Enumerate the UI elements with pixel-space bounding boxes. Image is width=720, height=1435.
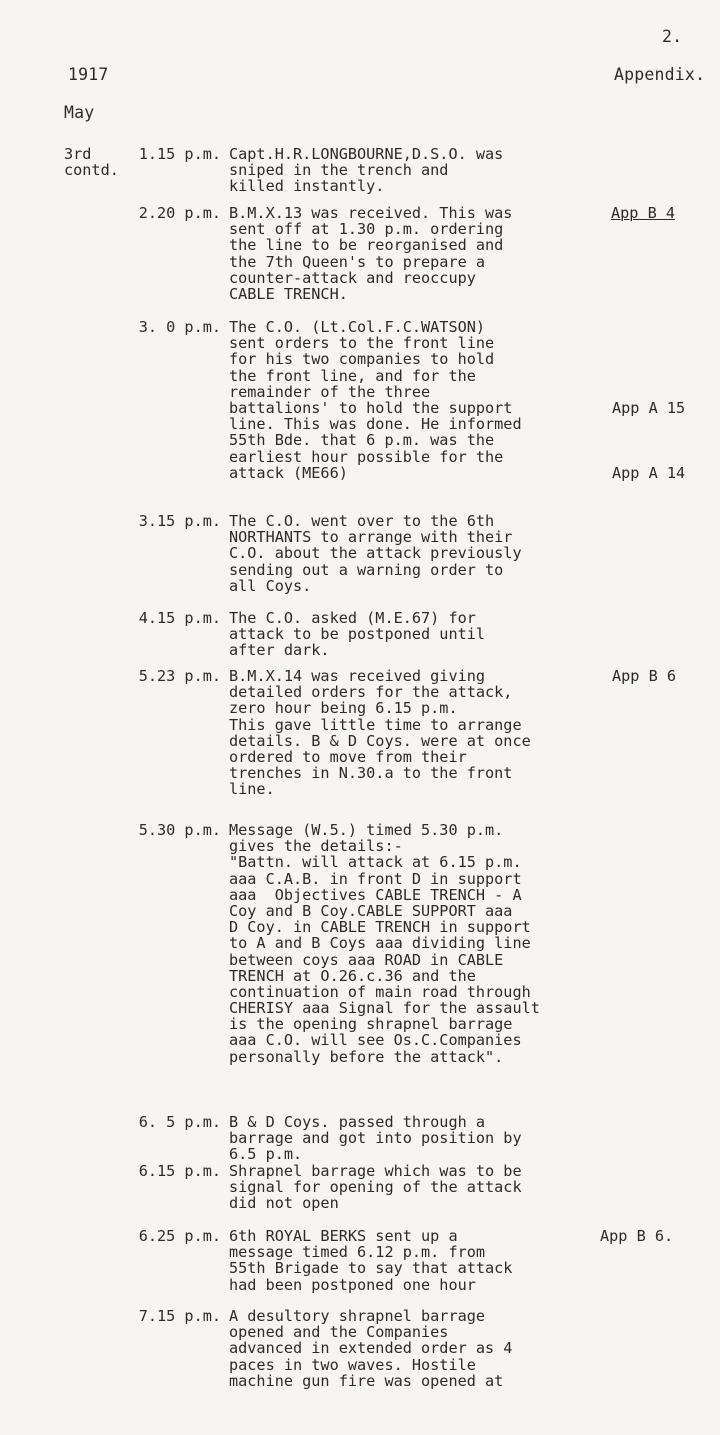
- entry-text-line: the line to be reorganised and: [229, 236, 504, 255]
- entry-text-line: all Coys.: [229, 576, 312, 595]
- diary-entry: [0, 1308, 720, 1389]
- entry-text-line: barrage and got into position by: [229, 1129, 522, 1148]
- entry-text-line: after dark.: [229, 641, 330, 660]
- entry-text-line: had been postponed one hour: [229, 1275, 476, 1294]
- entry-text-line: did not open: [229, 1194, 339, 1213]
- appendix-reference: App B 6.: [600, 1227, 674, 1245]
- diary-entry: [0, 668, 720, 798]
- entry-text-line: sent orders to the front line: [229, 334, 495, 353]
- entry-text-line: "Battn. will attack at 6.15 p.m.: [229, 853, 522, 872]
- entry-date-line: 3rd: [64, 145, 92, 163]
- entry-text-line: line. This was done. He informed: [229, 415, 522, 434]
- entry-time: 1.15 p.m.: [138, 145, 221, 163]
- entry-text: [229, 205, 619, 302]
- entry-time: 6. 5 p.m.: [138, 1113, 221, 1131]
- entry-text-line: is the opening shrapnel barrage: [229, 1015, 513, 1034]
- entry-text: [229, 1308, 619, 1389]
- entry-text-line: Message (W.5.) timed 5.30 p.m.: [229, 821, 504, 839]
- entry-text: [229, 1114, 619, 1163]
- entry-text: [229, 1163, 619, 1212]
- entry-text-line: NORTHANTS to arrange with their: [229, 528, 513, 547]
- entry-text-line: TRENCH at O.26.c.36 and the: [229, 966, 476, 985]
- entry-text-line: CABLE TRENCH.: [229, 284, 348, 303]
- month-heading: May: [64, 103, 95, 122]
- entry-text-line: between coys aaa ROAD in CABLE: [229, 950, 504, 969]
- entry-text-line: Capt.H.R.LONGBOURNE,D.S.O. was: [229, 145, 504, 163]
- entry-text-line: 6th ROYAL BERKS sent up a: [229, 1227, 458, 1245]
- entry-time: 3.15 p.m.: [138, 512, 221, 530]
- entry-text-line: gives the details:-: [229, 837, 403, 856]
- entry-text-line: 55th Brigade to say that attack: [229, 1259, 513, 1278]
- entry-text-line: machine gun fire was opened at: [229, 1371, 504, 1390]
- diary-entry: [0, 513, 720, 594]
- entry-text-line: 6.5 p.m.: [229, 1145, 303, 1164]
- entry-text-line: for his two companies to hold: [229, 350, 495, 369]
- entry-text-line: line.: [229, 780, 275, 799]
- entry-text: [229, 610, 619, 659]
- entry-text-line: the front line, and for the: [229, 366, 476, 385]
- entry-time: 2.20 p.m.: [138, 204, 221, 222]
- entry-text-line: attack (ME66): [229, 463, 348, 482]
- entry-text-line: trenches in N.30.a to the front: [229, 764, 513, 783]
- entry-time: 5.30 p.m.: [138, 821, 221, 839]
- entry-text-line: sending out a warning order to: [229, 560, 504, 579]
- entry-text-line: B.M.X.13 was received. This was: [229, 204, 513, 222]
- entry-text-line: The C.O. went over to the 6th: [229, 512, 495, 530]
- diary-entry: [0, 205, 720, 302]
- appendix-column-heading: Appendix.: [614, 65, 706, 84]
- entry-text-line: message timed 6.12 p.m. from: [229, 1243, 486, 1262]
- entry-text-line: advanced in extended order as 4: [229, 1339, 513, 1358]
- entry-time: 6.25 p.m.: [138, 1227, 221, 1245]
- entry-text-line: signal for opening of the attack: [229, 1178, 522, 1197]
- entry-text: [229, 1228, 619, 1293]
- appendix-reference: App B 6: [612, 667, 677, 685]
- diary-entry: [0, 1163, 720, 1212]
- entry-text: [229, 668, 619, 798]
- entry-text-line: details. B & D Coys. were at once: [229, 731, 531, 750]
- entry-text-line: aaa C.O. will see Os.C.Companies: [229, 1031, 522, 1050]
- entry-text-line: to A and B Coys aaa dividing line: [229, 934, 531, 953]
- entry-text-line: sent off at 1.30 p.m. ordering: [229, 220, 504, 239]
- diary-entry: [0, 146, 720, 195]
- diary-entry: [0, 1228, 720, 1293]
- entry-time: 6.15 p.m.: [138, 1162, 221, 1180]
- entry-text-line: personally before the attack".: [229, 1047, 504, 1066]
- entry-text-line: 55th Bde. that 6 p.m. was the: [229, 431, 495, 450]
- entry-text: [229, 822, 619, 1065]
- entry-text: [229, 146, 619, 195]
- entry-text-line: killed instantly.: [229, 177, 385, 196]
- entry-time: 7.15 p.m.: [138, 1307, 221, 1325]
- entry-text: [229, 513, 619, 594]
- entry-text-line: The C.O. asked (M.E.67) for: [229, 609, 476, 627]
- entry-text-line: paces in two waves. Hostile: [229, 1355, 476, 1374]
- entry-text-line: opened and the Companies: [229, 1323, 449, 1342]
- entry-text-line: D Coy. in CABLE TRENCH in support: [229, 918, 531, 937]
- entry-text-line: aaa Objectives CABLE TRENCH - A: [229, 885, 522, 904]
- entry-text-line: This gave little time to arrange: [229, 715, 522, 734]
- entry-text-line: Shrapnel barrage which was to be: [229, 1162, 522, 1180]
- diary-entry: [0, 822, 720, 1065]
- entry-text-line: zero hour being 6.15 p.m.: [229, 699, 458, 718]
- entry-text-line: C.O. about the attack previously: [229, 544, 522, 563]
- entry-text-line: counter-attack and reoccupy: [229, 268, 476, 287]
- diary-entry: [0, 1114, 720, 1163]
- appendix-reference: App A 14: [612, 463, 686, 482]
- entry-date-line: contd.: [64, 161, 119, 180]
- entry-text-line: CHERISY aaa Signal for the assault: [229, 999, 540, 1018]
- year-heading: 1917: [68, 65, 109, 84]
- diary-entry: [0, 319, 720, 481]
- entry-text-line: B & D Coys. passed through a: [229, 1113, 486, 1131]
- entry-text-line: detailed orders for the attack,: [229, 683, 513, 702]
- entry-text-line: attack to be postponed until: [229, 625, 486, 644]
- entry-time: 4.15 p.m.: [138, 609, 221, 627]
- entry-text-line: A desultory shrapnel barrage: [229, 1307, 486, 1325]
- entry-text-line: continuation of main road through: [229, 982, 531, 1001]
- entry-text-line: aaa C.A.B. in front D in support: [229, 869, 522, 888]
- entry-time: 3. 0 p.m.: [138, 318, 221, 336]
- entry-text-line: ordered to move from their: [229, 747, 467, 766]
- page-number: 2.: [662, 27, 683, 46]
- entry-text-line: B.M.X.14 was received giving: [229, 667, 486, 685]
- diary-entry: [0, 610, 720, 659]
- entry-text-line: battalions' to hold the support: [229, 398, 513, 417]
- entry-text-line: Coy and B Coy.CABLE SUPPORT aaa: [229, 901, 513, 920]
- entry-text-line: earliest hour possible for the: [229, 447, 504, 466]
- entry-text-line: sniped in the trench and: [229, 161, 449, 180]
- entry-text-line: remainder of the three: [229, 382, 431, 401]
- appendix-reference: App B 4: [611, 204, 676, 222]
- entry-text: [229, 319, 619, 481]
- appendix-reference: App A 15: [612, 399, 686, 417]
- entry-text-line: the 7th Queen's to prepare a: [229, 252, 486, 271]
- entry-time: 5.23 p.m.: [138, 667, 221, 685]
- entry-text-line: The C.O. (Lt.Col.F.C.WATSON): [229, 318, 486, 336]
